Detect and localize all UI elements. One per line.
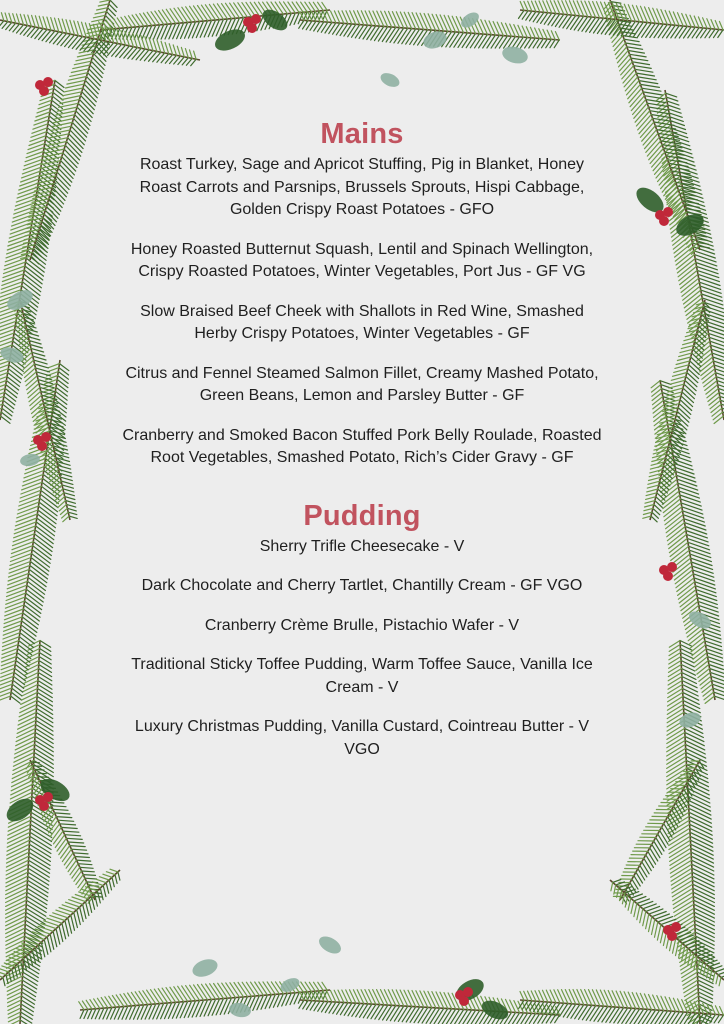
eucalyptus-leaf-icon — [190, 956, 220, 980]
pudding-item: Traditional Sticky Toffee Pudding, Warm Toffee Sauce, Vanilla Ice Cream - V — [131, 656, 593, 696]
eucalyptus-leaf-icon — [378, 70, 401, 89]
pine-branch-icon — [14, 300, 77, 522]
pudding-item: Dark Chocolate and Cherry Tartlet, Chantilly Cream - GF VGO — [141, 577, 583, 594]
mains-heading: Mains — [320, 118, 404, 150]
pudding-item: Sherry Trifle Cheesecake - V — [259, 537, 465, 555]
pine-branch-icon — [651, 380, 724, 703]
mains-item: Honey Roasted Butternut Squash, Lentil and Spinach Wellington, Crispy Roasted Potatoes, Winter Vegetables, Port Jus - GF VG — [130, 240, 594, 280]
mains-item: Citrus and Fennel Steamed Salmon Fillet, Creamy Mashed Potato, Green Beans, Lemon and Parsley Butter - GF — [125, 364, 599, 404]
mains-item: Roast Turkey, Sage and Apricot Stuffing, Pig in Blanket, Honey Roast Carrots and Parsnips, Brussels Sprouts, Hispi Cabbage, Golden Crispy Roast Potatoes - GFO — [139, 156, 585, 218]
mains-item: Cranberry and Smoked Bacon Stuffed Pork Belly Roulade, Roasted Root Vegetables, Smashed Potato, Rich’s Cider Gravy - GF — [122, 426, 602, 466]
pudding-item: Luxury Christmas Pudding, Vanilla Custard, Cointreau Butter - V VGO — [134, 718, 590, 758]
pudding-item: Cranberry Crème Brulle, Pistachio Wafer - V — [204, 616, 520, 634]
pudding-section — [120, 498, 604, 762]
pine-branch-icon — [656, 90, 724, 424]
eucalyptus-leaf-icon — [316, 933, 344, 957]
pudding-heading: Pudding — [303, 499, 421, 532]
mains-section — [120, 116, 604, 470]
menu-content — [120, 112, 604, 778]
mains-item: Slow Braised Beef Cheek with Shallots in Red Wine, Smashed Herby Crispy Potatoes, Winter Vegetables - GF — [140, 302, 584, 342]
